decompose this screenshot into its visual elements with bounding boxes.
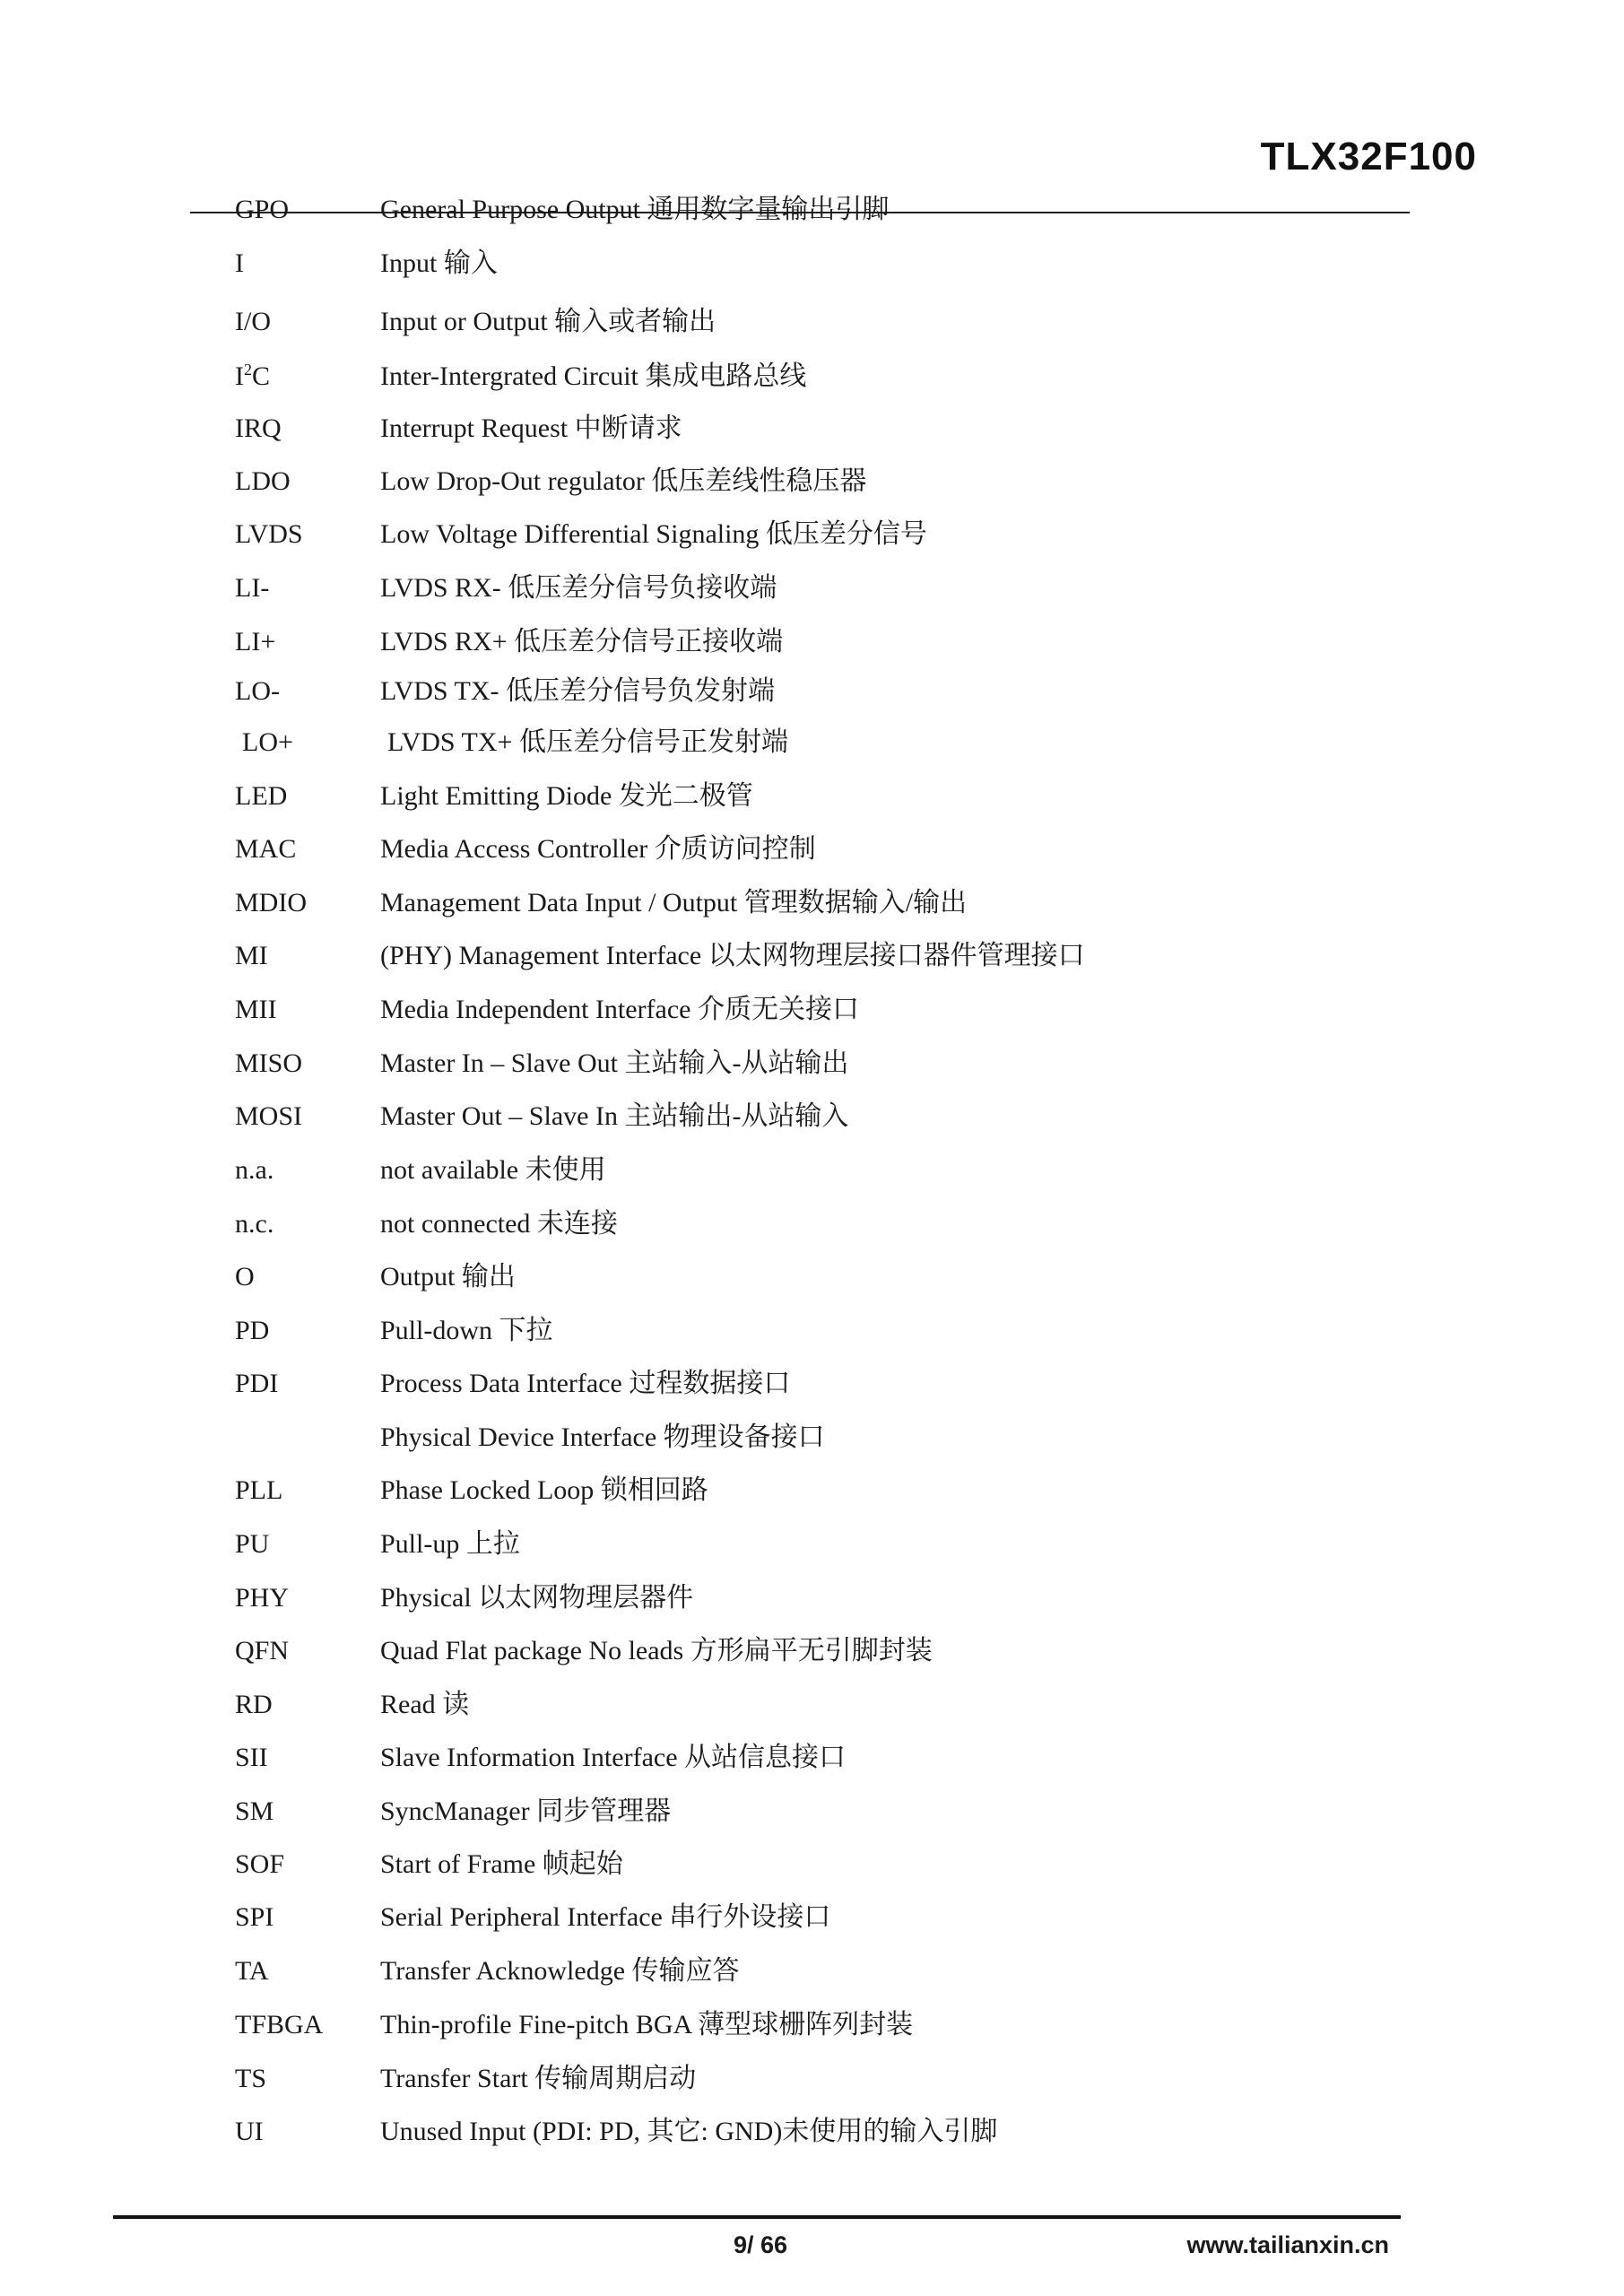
abbreviation-term: IRQ [235,413,282,443]
abbreviation-description: LVDS RX+ 低压差分信号正接收端 [380,627,784,657]
abbreviation-term: RD [235,1690,273,1719]
footer-rule [113,2215,1401,2219]
abbreviation-term: PDI [235,1369,279,1398]
abbreviation-description: Management Data Input / Output 管理数据输入/输出 [380,888,968,918]
abbreviation-term: MAC [235,834,297,864]
abbreviation-term: SPI [235,1902,274,1932]
abbreviation-description: (PHY) Management Interface 以太网物理层接口器件管理接口 [380,941,1085,970]
abbreviation-description: Inter-Intergrated Circuit 集成电路总线 [380,361,807,391]
abbreviation-term: GPO [235,195,290,224]
abbreviation-description: SyncManager 同步管理器 [380,1796,672,1826]
abbreviation-description: not available 未使用 [380,1155,606,1185]
abbreviation-term: n.a. [235,1155,274,1185]
abbreviation-term: LI+ [235,627,276,657]
abbreviation-term: PLL [235,1475,283,1505]
abbreviation-description: Quad Flat package No leads 方形扁平无引脚封装 [380,1636,933,1665]
abbreviation-description: Phase Locked Loop 锁相回路 [380,1475,708,1505]
abbreviation-term: I [235,248,244,278]
abbreviation-description: Start of Frame 帧起始 [380,1849,623,1879]
abbreviation-description: General Purpose Output 通用数字量输出引脚 [380,195,890,224]
abbreviation-description: LVDS TX- 低压差分信号负发射端 [380,676,776,706]
abbreviation-term: O [235,1262,255,1292]
abbreviation-description: Master In – Slave Out 主站输入-从站输出 [380,1048,849,1078]
abbreviation-description: Unused Input (PDI: PD, 其它: GND)未使用的输入引脚 [380,2117,998,2146]
abbreviation-description: Process Data Interface 过程数据接口 [380,1369,791,1398]
abbreviation-term: I/O [235,307,271,336]
abbreviation-description: LVDS RX- 低压差分信号负接收端 [380,573,777,603]
page-number: 9/ 66 [734,2231,788,2258]
abbreviation-term: LO- [235,676,280,706]
abbreviation-term: TS [235,2064,267,2093]
abbreviation-term: n.c. [235,1209,274,1239]
abbreviation-description: Light Emitting Diode 发光二极管 [380,781,753,811]
abbreviation-description: Low Drop-Out regulator 低压差线性稳压器 [380,466,867,496]
abbreviation-description: LVDS TX+ 低压差分信号正发射端 [387,727,788,757]
abbreviation-term: MDIO [235,888,307,918]
abbreviation-term: SM [235,1796,274,1826]
abbreviation-description: Thin-profile Fine-pitch BGA 薄型球栅阵列封装 [380,2010,914,2039]
abbreviation-term: LVDS [235,519,303,549]
abbreviation-description: not connected 未连接 [380,1209,618,1239]
abbreviation-term: QFN [235,1636,290,1665]
abbreviation-description: Serial Peripheral Interface 串行外设接口 [380,1902,831,1932]
abbreviation-description: Interrupt Request 中断请求 [380,413,682,443]
abbreviation-term: LI- [235,573,270,603]
abbreviation-description: Input 输入 [380,248,498,278]
abbreviation-description: Slave Information Interface 从站信息接口 [380,1743,847,1772]
abbreviation-term: TA [235,1956,269,1986]
abbreviation-description: Low Voltage Differential Signaling 低压差分信号 [380,519,927,549]
abbreviation-description: Read 读 [380,1690,470,1719]
abbreviation-term: LO+ [242,727,293,757]
abbreviation-description: Pull-up 上拉 [380,1529,520,1559]
abbreviation-term: TFBGA [235,2010,324,2039]
abbreviation-term: SII [235,1743,268,1772]
abbreviation-term: MOSI [235,1101,303,1131]
abbreviation-description: Input or Output 输入或者输出 [380,307,716,336]
abbreviation-description: Pull-down 下拉 [380,1316,553,1345]
abbreviation-description: Output 输出 [380,1262,516,1292]
abbreviation-description: Transfer Start 传输周期启动 [380,2064,697,2093]
document-title: TLX32F100 [1260,135,1477,178]
abbreviation-description: Physical 以太网物理层器件 [380,1583,694,1613]
abbreviation-term: PHY [235,1583,290,1613]
abbreviation-term: MI [235,941,268,970]
footer-url: www.tailianxin.cn [1186,2231,1389,2258]
abbreviation-term: SOF [235,1849,285,1879]
abbreviation-term: $I^2C$ [235,361,271,391]
abbreviation-term: LED [235,781,288,811]
abbreviation-description: Transfer Acknowledge 传输应答 [380,1956,740,1986]
abbreviation-description: Master Out – Slave In 主站输出-从站输入 [380,1101,849,1131]
abbreviation-term: PD [235,1316,270,1345]
abbreviation-description: Media Access Controller 介质访问控制 [380,834,816,864]
abbreviation-term: LDO [235,466,291,496]
abbreviation-term: UI [235,2117,264,2146]
abbreviation-description: Physical Device Interface 物理设备接口 [380,1422,825,1452]
abbreviation-term: PU [235,1529,270,1559]
abbreviation-term: MISO [235,1048,303,1078]
abbreviation-term: MII [235,995,277,1024]
abbreviation-description: Media Independent Interface 介质无关接口 [380,995,859,1024]
